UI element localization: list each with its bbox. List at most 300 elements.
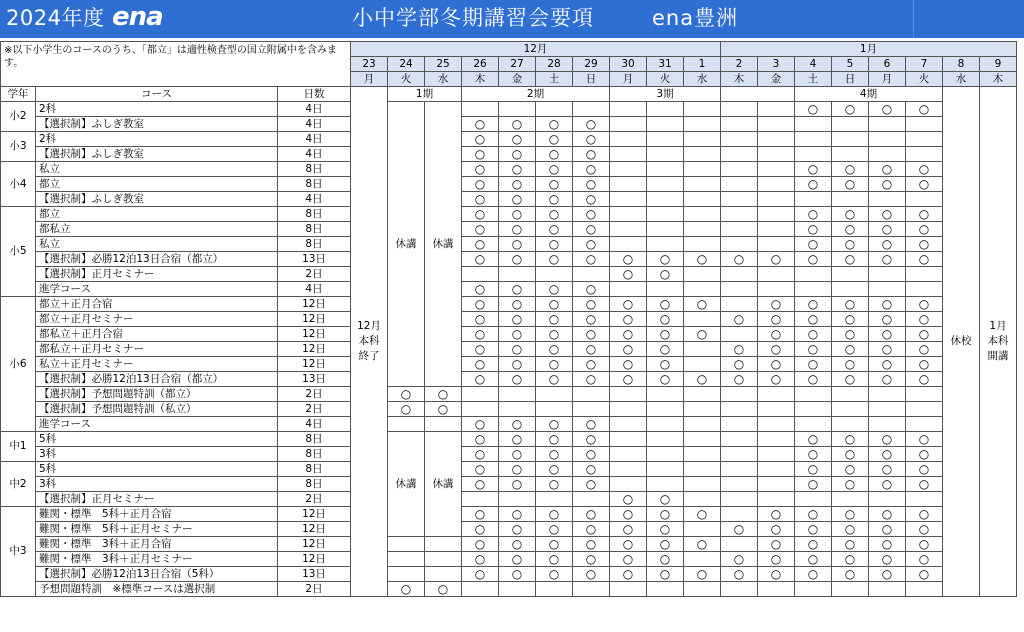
empty-cell (758, 417, 795, 432)
mark-circle: ○ (758, 567, 795, 582)
days-header: 日数 (278, 87, 351, 102)
empty-cell (758, 432, 795, 447)
mark-circle: ○ (906, 567, 943, 582)
mark-circle: ○ (721, 312, 758, 327)
empty-cell (758, 477, 795, 492)
mark-circle: ○ (795, 102, 832, 117)
empty-cell (758, 222, 795, 237)
course-row (1, 177, 1017, 192)
empty-cell (869, 492, 906, 507)
days-value: 12日 (278, 342, 351, 357)
kyuko-25: 休講 (425, 102, 462, 387)
course-name: 難関・標準 5科＋正月セミナー (36, 522, 278, 537)
mark-circle: ○ (647, 492, 684, 507)
period-1: 1期 (388, 87, 462, 102)
date-cell: 8 (943, 57, 980, 72)
date-cell: 3 (758, 57, 795, 72)
course-name: 都私立＋正月セミナー (36, 342, 278, 357)
empty-cell (795, 417, 832, 432)
empty-cell (684, 357, 721, 372)
mark-circle: ○ (832, 297, 869, 312)
empty-cell (832, 147, 869, 162)
course-row (1, 282, 1017, 297)
empty-cell (684, 102, 721, 117)
mark-circle: ○ (573, 252, 610, 267)
mark-circle: ○ (684, 327, 721, 342)
empty-cell (647, 477, 684, 492)
course-row (1, 312, 1017, 327)
mark-circle: ○ (795, 462, 832, 477)
mark-circle: ○ (906, 342, 943, 357)
mark-circle: ○ (499, 462, 536, 477)
empty-cell (610, 192, 647, 207)
mark-circle: ○ (462, 177, 499, 192)
mark-circle: ○ (832, 357, 869, 372)
course-row (1, 552, 1017, 567)
empty-cell (647, 402, 684, 417)
empty-cell (758, 192, 795, 207)
mark-circle: ○ (499, 147, 536, 162)
mark-circle: ○ (499, 537, 536, 552)
days-value: 2日 (278, 402, 351, 417)
empty-cell (610, 432, 647, 447)
ena-logo: ena (112, 2, 163, 32)
empty-cell (906, 147, 943, 162)
mark-circle: ○ (536, 282, 573, 297)
weekday-cell: 水 (943, 72, 980, 87)
mark-circle: ○ (758, 507, 795, 522)
mark-circle: ○ (869, 477, 906, 492)
course-name: 【選択制】ふしぎ教室 (36, 147, 278, 162)
mark-circle: ○ (795, 312, 832, 327)
mark-circle: ○ (795, 477, 832, 492)
empty-cell (647, 387, 684, 402)
mark-circle: ○ (499, 117, 536, 132)
empty-cell (536, 492, 573, 507)
mark-circle: ○ (758, 357, 795, 372)
date-cell: 9 (980, 57, 1017, 72)
mark-circle: ○ (795, 447, 832, 462)
empty-cell (499, 267, 536, 282)
empty-cell (721, 147, 758, 162)
empty-cell (721, 507, 758, 522)
mark-circle: ○ (499, 162, 536, 177)
title-bar (0, 0, 1024, 38)
mark-circle: ○ (869, 252, 906, 267)
empty-cell (684, 282, 721, 297)
mark-circle: ○ (906, 297, 943, 312)
empty-cell (684, 402, 721, 417)
empty-cell (425, 537, 462, 552)
mark-circle: ○ (462, 132, 499, 147)
mark-circle: ○ (462, 327, 499, 342)
course-name: 5科 (36, 432, 278, 447)
empty-cell (647, 102, 684, 117)
mark-circle: ○ (906, 552, 943, 567)
empty-cell (684, 192, 721, 207)
mark-circle: ○ (869, 537, 906, 552)
course-name: 都私立＋正月合宿 (36, 327, 278, 342)
mark-circle: ○ (906, 477, 943, 492)
days-value: 8日 (278, 162, 351, 177)
mark-circle: ○ (536, 237, 573, 252)
course-name: 都立＋正月合宿 (36, 297, 278, 312)
empty-cell (869, 192, 906, 207)
grade-label: 小5 (1, 207, 36, 297)
mark-circle: ○ (906, 537, 943, 552)
grade-label: 小2 (1, 102, 36, 132)
days-value: 2日 (278, 582, 351, 597)
empty-cell (832, 402, 869, 417)
days-value: 4日 (278, 147, 351, 162)
empty-cell (795, 117, 832, 132)
mark-circle: ○ (647, 267, 684, 282)
mark-circle: ○ (388, 402, 425, 417)
empty-cell (906, 492, 943, 507)
empty-cell (758, 447, 795, 462)
mark-circle: ○ (869, 312, 906, 327)
mark-circle: ○ (832, 252, 869, 267)
mark-circle: ○ (832, 567, 869, 582)
weekday-cell: 火 (388, 72, 425, 87)
empty-cell (684, 582, 721, 597)
empty-cell (499, 402, 536, 417)
course-row (1, 297, 1017, 312)
school-name: ena豊洲 (652, 6, 739, 30)
days-value: 8日 (278, 432, 351, 447)
mark-circle: ○ (536, 507, 573, 522)
empty-cell (832, 417, 869, 432)
mark-circle: ○ (869, 102, 906, 117)
empty-cell (610, 132, 647, 147)
mark-circle: ○ (499, 432, 536, 447)
mark-circle: ○ (832, 372, 869, 387)
empty-cell (758, 402, 795, 417)
empty-cell (795, 192, 832, 207)
period-gap (721, 87, 795, 102)
mark-circle: ○ (573, 552, 610, 567)
date-cell: 6 (869, 57, 906, 72)
course-name: 予想問題特訓 ※標準コースは選択制 (36, 582, 278, 597)
empty-cell (906, 582, 943, 597)
course-row (1, 147, 1017, 162)
days-value: 13日 (278, 252, 351, 267)
empty-cell (684, 222, 721, 237)
mark-circle: ○ (610, 312, 647, 327)
mark-circle: ○ (536, 372, 573, 387)
mark-circle: ○ (573, 432, 610, 447)
mark-circle: ○ (610, 537, 647, 552)
mark-circle: ○ (573, 207, 610, 222)
mark-circle: ○ (832, 177, 869, 192)
note-text: ※以下小学生のコースのうち、「都立」は適性検査型の国立附属中を含みます。 (1, 42, 351, 87)
empty-cell (610, 417, 647, 432)
weekday-cell: 月 (351, 72, 388, 87)
mark-circle: ○ (721, 372, 758, 387)
mark-circle: ○ (536, 297, 573, 312)
empty-cell (721, 492, 758, 507)
empty-cell (869, 582, 906, 597)
weekday-cell: 月 (610, 72, 647, 87)
empty-cell (684, 492, 721, 507)
mark-circle: ○ (906, 162, 943, 177)
mark-circle: ○ (462, 477, 499, 492)
empty-cell (647, 447, 684, 462)
course-name: 【選択制】予想問題特訓（都立） (36, 387, 278, 402)
mark-circle: ○ (425, 582, 462, 597)
days-value: 12日 (278, 327, 351, 342)
days-value: 12日 (278, 312, 351, 327)
mark-circle: ○ (758, 252, 795, 267)
days-value: 2日 (278, 387, 351, 402)
mark-circle: ○ (610, 522, 647, 537)
days-value: 8日 (278, 207, 351, 222)
empty-cell (684, 477, 721, 492)
mark-circle: ○ (906, 327, 943, 342)
empty-cell (462, 402, 499, 417)
empty-cell (721, 537, 758, 552)
mark-circle: ○ (832, 222, 869, 237)
days-value: 12日 (278, 357, 351, 372)
mark-circle: ○ (462, 507, 499, 522)
empty-cell (869, 132, 906, 147)
mark-circle: ○ (610, 327, 647, 342)
mark-circle: ○ (906, 357, 943, 372)
empty-cell (795, 402, 832, 417)
mark-circle: ○ (758, 537, 795, 552)
weekday-cell: 木 (462, 72, 499, 87)
course-name: 2科 (36, 132, 278, 147)
empty-cell (573, 267, 610, 282)
mark-circle: ○ (573, 507, 610, 522)
mark-circle: ○ (462, 252, 499, 267)
course-name: 【選択制】予想問題特訓（私立） (36, 402, 278, 417)
kyuko-24: 休講 (388, 102, 425, 387)
mark-circle: ○ (684, 297, 721, 312)
month-dec: 12月 (351, 42, 721, 57)
grade-label: 小4 (1, 162, 36, 207)
mark-circle: ○ (795, 537, 832, 552)
mark-circle: ○ (647, 567, 684, 582)
empty-cell (536, 582, 573, 597)
mark-circle: ○ (721, 552, 758, 567)
mark-circle: ○ (573, 357, 610, 372)
mark-circle: ○ (536, 357, 573, 372)
days-value: 2日 (278, 492, 351, 507)
empty-cell (684, 237, 721, 252)
course-row (1, 447, 1017, 462)
mark-circle: ○ (906, 207, 943, 222)
mark-circle: ○ (684, 567, 721, 582)
course-name: 都立＋正月セミナー (36, 312, 278, 327)
mark-circle: ○ (758, 342, 795, 357)
grade-label: 中3 (1, 507, 36, 597)
mark-circle: ○ (462, 162, 499, 177)
empty-cell (499, 492, 536, 507)
mark-circle: ○ (573, 147, 610, 162)
column-header-row (1, 87, 1017, 102)
course-row (1, 357, 1017, 372)
mark-circle: ○ (795, 162, 832, 177)
weekday-cell: 金 (758, 72, 795, 87)
mark-circle: ○ (795, 237, 832, 252)
course-row (1, 342, 1017, 357)
mark-circle: ○ (869, 357, 906, 372)
mark-circle: ○ (684, 372, 721, 387)
days-value: 4日 (278, 192, 351, 207)
mark-circle: ○ (832, 312, 869, 327)
weekday-cell: 火 (906, 72, 943, 87)
days-value: 4日 (278, 117, 351, 132)
mark-circle: ○ (536, 342, 573, 357)
empty-cell (795, 282, 832, 297)
mark-circle: ○ (906, 507, 943, 522)
weekday-cell: 金 (499, 72, 536, 87)
weekday-cell: 水 (684, 72, 721, 87)
weekday-cell: 水 (425, 72, 462, 87)
mark-circle: ○ (832, 342, 869, 357)
schedule-table (0, 41, 1017, 597)
mark-circle: ○ (573, 237, 610, 252)
mark-circle: ○ (462, 357, 499, 372)
empty-cell (721, 417, 758, 432)
mark-circle: ○ (721, 567, 758, 582)
days-value: 8日 (278, 447, 351, 462)
mark-circle: ○ (499, 132, 536, 147)
course-row (1, 537, 1017, 552)
empty-cell (721, 432, 758, 447)
mark-circle: ○ (795, 357, 832, 372)
empty-cell (610, 102, 647, 117)
course-row (1, 507, 1017, 522)
empty-cell (684, 147, 721, 162)
empty-cell (499, 582, 536, 597)
empty-cell (721, 387, 758, 402)
empty-cell (721, 447, 758, 462)
mark-circle: ○ (462, 417, 499, 432)
mark-circle: ○ (573, 417, 610, 432)
mark-circle: ○ (832, 537, 869, 552)
course-header: コース (36, 87, 278, 102)
empty-cell (721, 402, 758, 417)
empty-cell (758, 387, 795, 402)
mark-circle: ○ (869, 207, 906, 222)
mark-circle: ○ (647, 372, 684, 387)
mark-circle: ○ (462, 282, 499, 297)
empty-cell (425, 417, 462, 432)
mark-circle: ○ (536, 147, 573, 162)
mark-circle: ○ (573, 522, 610, 537)
empty-cell (536, 402, 573, 417)
empty-cell (536, 387, 573, 402)
days-value: 12日 (278, 507, 351, 522)
empty-cell (795, 492, 832, 507)
empty-cell (684, 117, 721, 132)
empty-cell (906, 282, 943, 297)
mark-circle: ○ (758, 327, 795, 342)
empty-cell (906, 387, 943, 402)
empty-cell (647, 417, 684, 432)
mark-circle: ○ (832, 507, 869, 522)
mark-circle: ○ (795, 567, 832, 582)
mark-circle: ○ (499, 207, 536, 222)
mark-circle: ○ (536, 132, 573, 147)
mark-circle: ○ (573, 372, 610, 387)
mark-circle: ○ (832, 447, 869, 462)
empty-cell (388, 552, 425, 567)
course-name: 【選択制】正月セミナー (36, 267, 278, 282)
empty-cell (721, 102, 758, 117)
mark-circle: ○ (610, 297, 647, 312)
mark-circle: ○ (462, 552, 499, 567)
date-cell: 27 (499, 57, 536, 72)
days-value: 8日 (278, 177, 351, 192)
period-2: 2期 (462, 87, 610, 102)
empty-cell (647, 282, 684, 297)
mark-circle: ○ (758, 552, 795, 567)
mark-circle: ○ (906, 522, 943, 537)
mark-circle: ○ (499, 372, 536, 387)
course-name: 進学コース (36, 417, 278, 432)
mark-circle: ○ (499, 447, 536, 462)
mark-circle: ○ (573, 192, 610, 207)
jan9-note: 1月 本科 開講 (980, 87, 1017, 597)
mark-circle: ○ (647, 327, 684, 342)
course-name: 難関・標準 3科＋正月セミナー (36, 552, 278, 567)
empty-cell (684, 387, 721, 402)
empty-cell (906, 132, 943, 147)
mark-circle: ○ (869, 342, 906, 357)
empty-cell (721, 582, 758, 597)
date-cell: 23 (351, 57, 388, 72)
mark-circle: ○ (758, 522, 795, 537)
days-value: 13日 (278, 567, 351, 582)
date-cell: 5 (832, 57, 869, 72)
mark-circle: ○ (610, 567, 647, 582)
mark-circle: ○ (906, 237, 943, 252)
empty-cell (647, 117, 684, 132)
date-cell: 29 (573, 57, 610, 72)
mark-circle: ○ (906, 372, 943, 387)
empty-cell (758, 162, 795, 177)
empty-cell (684, 552, 721, 567)
mark-circle: ○ (795, 252, 832, 267)
days-value: 12日 (278, 522, 351, 537)
days-value: 8日 (278, 222, 351, 237)
empty-cell (721, 237, 758, 252)
empty-cell (906, 192, 943, 207)
days-value: 8日 (278, 237, 351, 252)
empty-cell (573, 582, 610, 597)
kyuko-25b: 休講 (425, 432, 462, 537)
mark-circle: ○ (462, 372, 499, 387)
dec23-note: 12月 本科 終了 (351, 87, 388, 597)
mark-circle: ○ (462, 192, 499, 207)
mark-circle: ○ (795, 342, 832, 357)
mark-circle: ○ (462, 522, 499, 537)
mark-circle: ○ (906, 102, 943, 117)
empty-cell (721, 132, 758, 147)
grade-label: 中2 (1, 462, 36, 507)
empty-cell (721, 297, 758, 312)
mark-circle: ○ (869, 177, 906, 192)
mark-circle: ○ (536, 222, 573, 237)
empty-cell (758, 582, 795, 597)
grade-label: 小6 (1, 297, 36, 432)
empty-cell (684, 162, 721, 177)
mark-circle: ○ (869, 522, 906, 537)
empty-cell (388, 567, 425, 582)
